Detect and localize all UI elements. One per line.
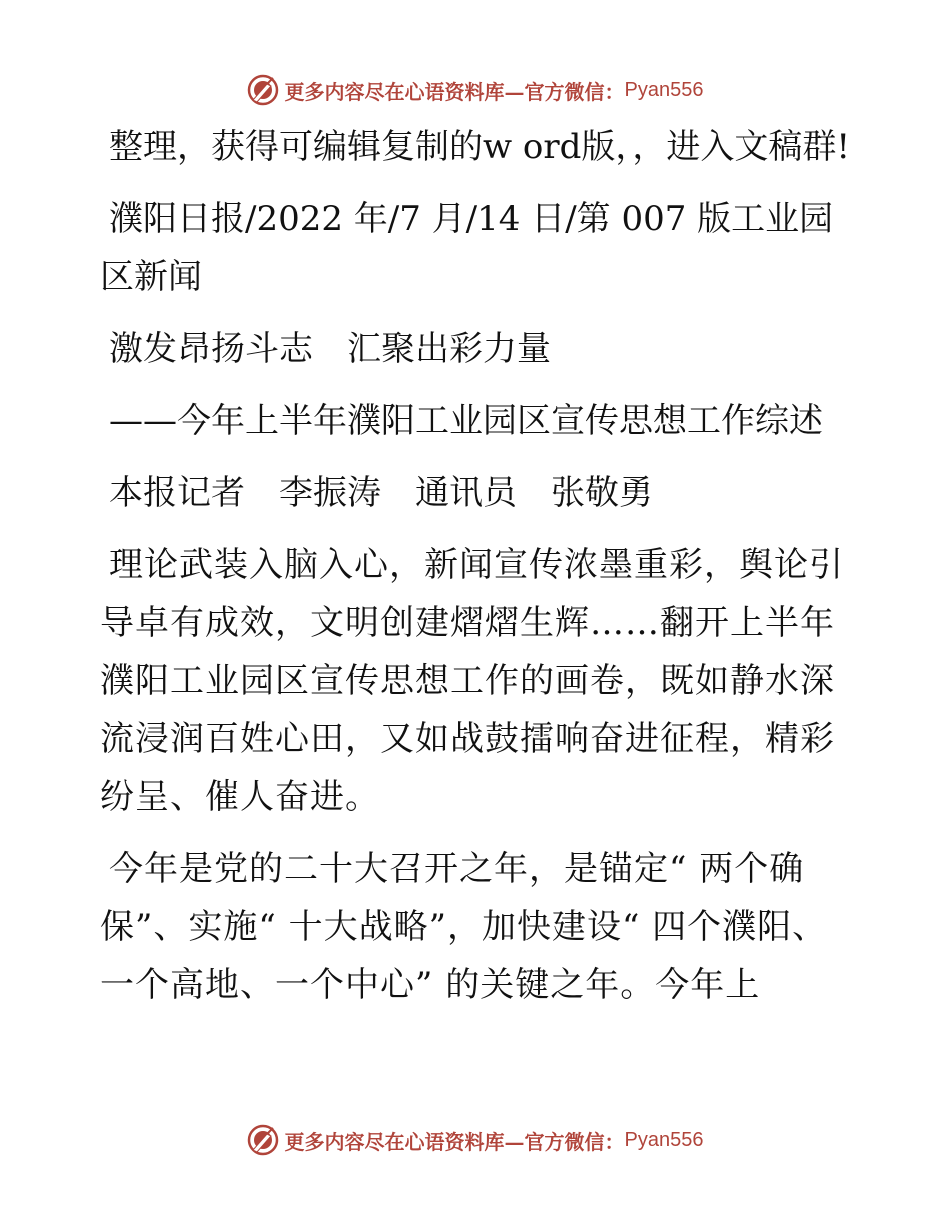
source-line: 濮阳日报/2022 年/7 月/14 日/第 007 版工业园区新闻	[100, 199, 834, 297]
document-body	[100, 118, 860, 1028]
header-banner	[0, 70, 950, 110]
pen-logo-icon	[247, 74, 279, 106]
wechat-handle: Pyan556	[624, 78, 704, 101]
paragraph: 理论武装入脑入心，新闻宣传浓墨重彩，舆论引导卓有成效，文明创建熠熠生辉……翻开上半年濮阳工业园区宣传思想工作的画卷，既如静水深流浸润百姓心田，又如战鼓擂响奋进征程，精彩纷呈、催人奋进。	[100, 545, 844, 817]
footer-banner	[0, 1120, 950, 1160]
banner-text: 更多内容尽在心语资料库—官方微信：	[284, 1129, 625, 1154]
pen-logo-icon	[247, 1124, 279, 1156]
wechat-handle: Pyan556	[624, 1128, 704, 1151]
subheadline: ——今年上半年濮阳工业园区宣传思想工作综述	[109, 401, 823, 441]
paragraph: 今年是党的二十大召开之年，是锚定“ 两个确保”、实施“ 十大战略”，加快建设“ 四个濮阳、一个高地、一个中心” 的关键之年。今年上	[100, 849, 828, 1005]
intro-text: 整理，获得可编辑复制的w ord版，，进入文稿群!	[109, 127, 851, 167]
headline: 激发昂扬斗志 汇聚出彩力量	[109, 329, 551, 369]
byline: 本报记者 李振涛 通讯员 张敬勇	[109, 473, 653, 513]
banner-text: 更多内容尽在心语资料库—官方微信：	[284, 79, 625, 104]
